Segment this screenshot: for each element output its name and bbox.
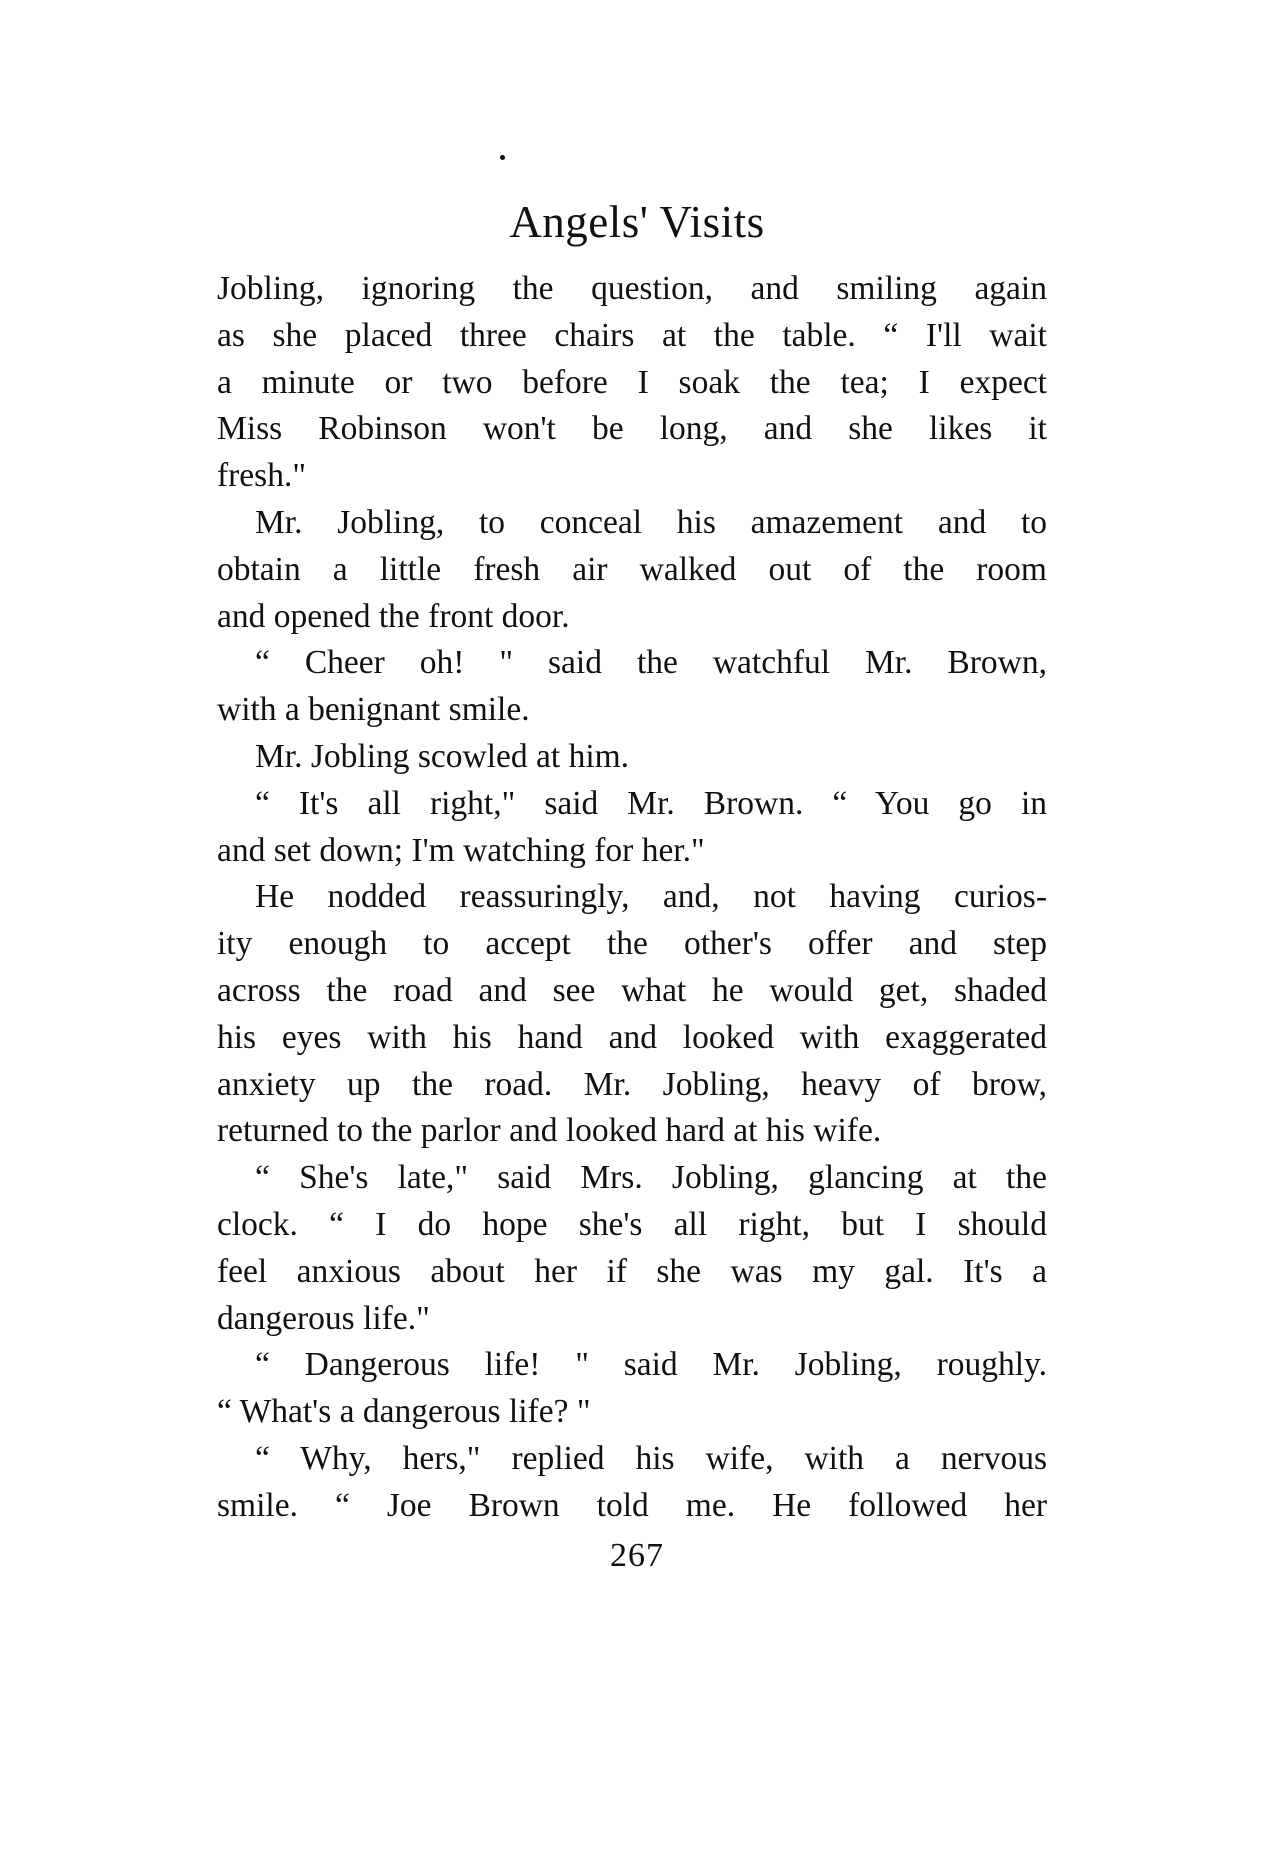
text-line: a minute or two before I soak the tea; I expect	[217, 363, 1047, 401]
text-line: obtain a little fresh air walked out of the room	[217, 550, 1047, 588]
printer-mark	[500, 155, 505, 160]
text-line: “ Why, hers," replied his wife, with a nervous	[255, 1439, 1047, 1477]
text-line: and opened the front door.	[217, 597, 570, 635]
text-line: Mr. Jobling, to conceal his amazement and to	[255, 503, 1047, 541]
text-line: Mr. Jobling scowled at him.	[255, 737, 630, 775]
text-line: across the road and see what he would get, shaded	[217, 971, 1047, 1009]
text-line: “ What's a dangerous life? "	[217, 1393, 591, 1431]
text-line: returned to the parlor and looked hard at his wife.	[217, 1112, 882, 1150]
text-line: Jobling, ignoring the question, and smiling again	[217, 270, 1047, 307]
body-text	[217, 266, 1047, 1530]
text-line: “ Dangerous life! " said Mr. Jobling, roughly.	[255, 1346, 1047, 1384]
text-line: smile. “ Joe Brown told me. He followed her	[217, 1486, 1047, 1524]
text-line: Miss Robinson won't be long, and she likes it	[217, 410, 1047, 448]
page-number: 267	[610, 1537, 664, 1574]
running-head: Angels' Visits	[509, 197, 765, 247]
text-line: feel anxious about her if she was my gal. It's a	[217, 1252, 1047, 1290]
text-line: fresh."	[217, 457, 307, 495]
text-line: with a benignant smile.	[217, 691, 530, 729]
text-line: ity enough to accept the other's offer and step	[217, 925, 1047, 963]
text-line: clock. “ I do hope she's all right, but I should	[217, 1205, 1047, 1243]
text-line: “ It's all right," said Mr. Brown. “ You go in	[255, 784, 1047, 822]
text-line: “ Cheer oh! " said the watchful Mr. Brown,	[255, 644, 1047, 682]
text-line: dangerous life."	[217, 1299, 430, 1337]
text-line: as she placed three chairs at the table. “ I'll wait	[217, 316, 1047, 354]
text-line: He nodded reassuringly, and, not having curios-	[255, 878, 1047, 916]
text-line: “ She's late," said Mrs. Jobling, glancing at the	[255, 1159, 1047, 1197]
text-line: and set down; I'm watching for her."	[217, 831, 705, 869]
text-line: his eyes with his hand and looked with exaggerated	[217, 1018, 1047, 1056]
text-line: anxiety up the road. Mr. Jobling, heavy of brow,	[217, 1065, 1047, 1103]
